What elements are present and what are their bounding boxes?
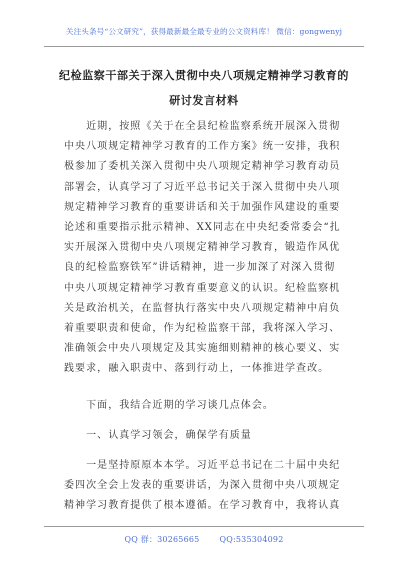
paragraph-1-line: 关是政治机关，在监督执行落实中央八项规定精神中肩负 bbox=[64, 302, 341, 314]
paragraph-1-line: 论述和重要指示批示精神、XX同志在中央纪委常委会“扎 bbox=[64, 221, 341, 233]
paragraph-1-line: 良的纪检监察铁军”讲话精神，进一步加深了对深入贯彻 bbox=[64, 262, 336, 274]
paragraph-1-line: 规定精神学习教育的重要讲话和关于加强作风建设的重要 bbox=[64, 201, 341, 213]
paragraph-1-line: 近期，按照《关于在全县纪检监察系统开展深入贯彻 bbox=[64, 121, 341, 132]
paragraph-1 bbox=[64, 117, 354, 379]
document-title-line-1: 纪检监察干部关于深入贯彻中央八项规定精神学习教育的 bbox=[59, 69, 349, 82]
header-divider bbox=[44, 46, 364, 47]
paragraph-1-line: 着重要职责和使命，作为纪检监察干部，我将深入学习、 bbox=[64, 322, 341, 334]
paragraph-1-line: 部署会，认真学习了习近平总书记关于深入贯彻中央八项 bbox=[64, 181, 341, 193]
header-banner: 关注头条号“公文研究”，获得最新最全最专业的公文资料库！ 微信：gongwenyj bbox=[65, 27, 343, 36]
paragraph-3-line: 精神学习教育提供了根本遵循。在学习教育中，我将认真 bbox=[64, 500, 341, 512]
paragraph-3 bbox=[64, 456, 354, 517]
section-heading-1-line: 一、认真学习领会，确保学有质量 bbox=[64, 430, 252, 441]
paragraph-3-line: 一是坚持原原本本学。习近平总书记在二十届中央纪 bbox=[64, 460, 341, 471]
footer-qq-number: QQ:535304092 bbox=[219, 535, 284, 544]
paragraph-1-line: 实开展深入贯彻中央八项规定精神学习教育，锻造作风优 bbox=[64, 242, 341, 254]
section-heading-1 bbox=[64, 426, 354, 446]
paragraph-1-line: 践要求，融入职责中、落到行动上，一体推进学查改。 bbox=[64, 363, 330, 375]
paragraph-1-line: 准确领会中央八项规定及其实施细则精神的核心要义、实 bbox=[64, 343, 341, 355]
paragraph-1-line: 极参加了委机关深入贯彻中央八项规定精神学习教育动员 bbox=[64, 161, 341, 173]
document-title-line-2: 研讨发言材料 bbox=[169, 94, 239, 107]
paragraph-1-line: 中央八项规定精神学习教育的工作方案》统一安排，我积 bbox=[64, 141, 341, 153]
paragraph-3-line: 委四次全会上发表的重要讲话，为深入贯彻中央八项规定 bbox=[64, 480, 341, 492]
paragraph-2-line: 下面，我结合近期的学习谈几点体会。 bbox=[64, 400, 274, 411]
footer-divider bbox=[44, 526, 364, 527]
paragraph-2 bbox=[64, 396, 354, 416]
paragraph-1-line: 中央八项规定精神学习教育重要意义的认识。纪检监察机 bbox=[64, 282, 341, 294]
footer-qq-group: QQ 群：30265665 bbox=[124, 535, 200, 544]
footer-contact bbox=[0, 534, 408, 545]
